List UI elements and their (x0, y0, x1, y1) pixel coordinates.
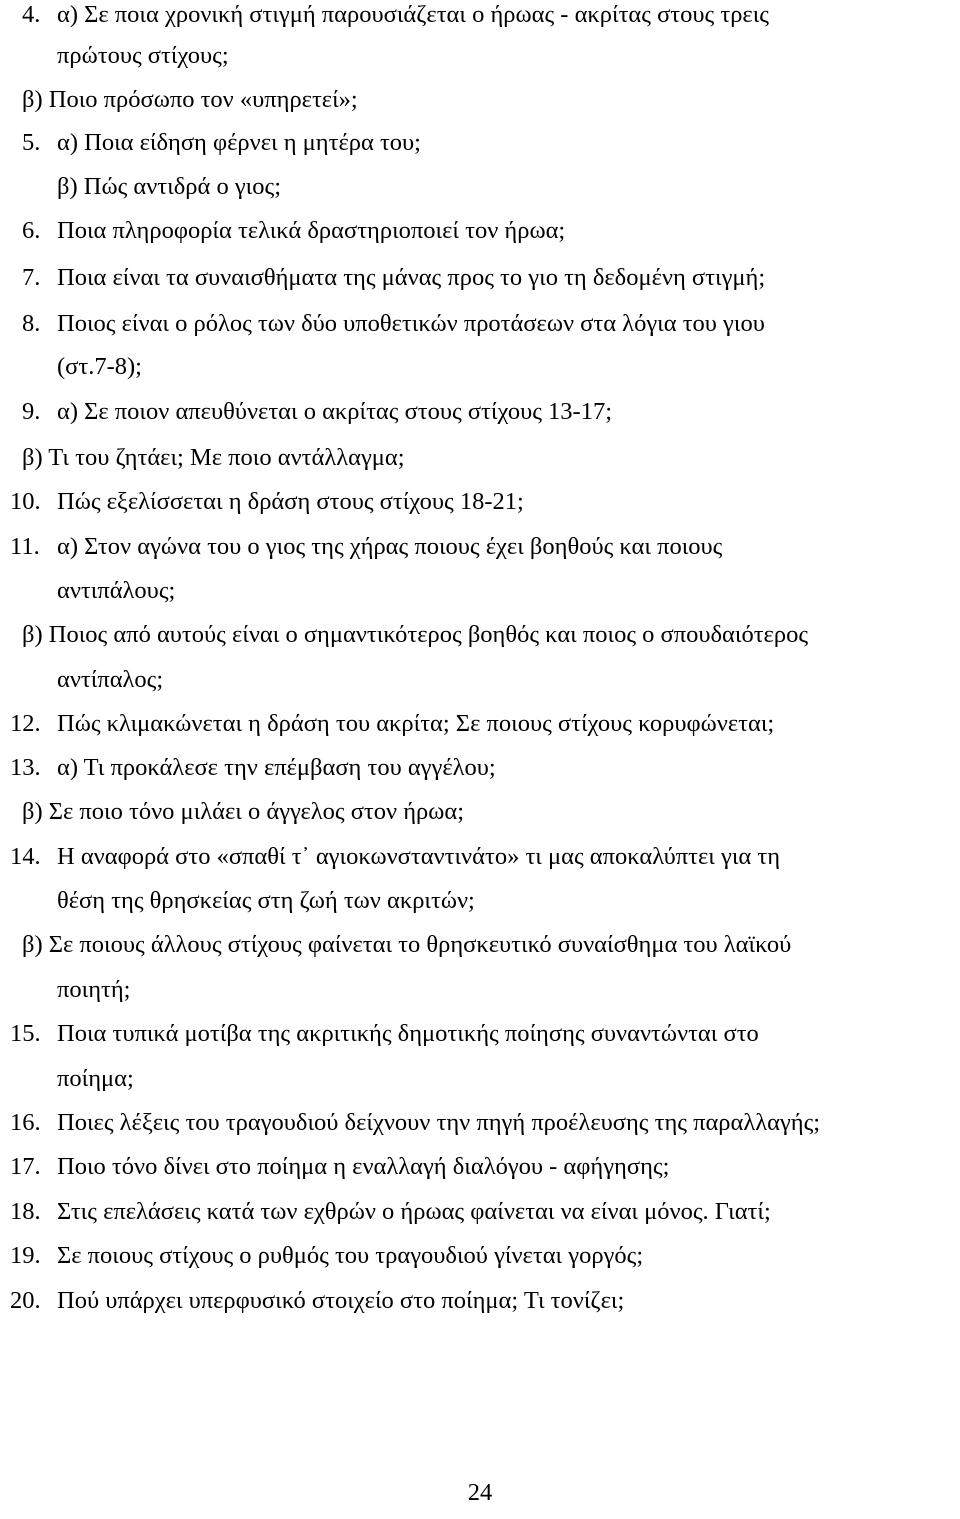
question-text: α) Ποια είδηση φέρνει η μητέρα του; (57, 129, 421, 156)
question-number: 17. (10, 1153, 41, 1180)
question-text: Πώς εξελίσσεται η δράση στους στίχους 18-21; (57, 488, 524, 515)
question-number: 19. (10, 1242, 41, 1269)
question-number: 6. (22, 217, 41, 244)
question-number: 14. (10, 843, 41, 870)
question-number: 16. (10, 1109, 41, 1136)
question-text: β) Σε ποιο τόνο μιλάει ο άγγελος στον ήρωα; (22, 798, 465, 825)
question-text: ποίημα; (57, 1065, 134, 1092)
question-text: ποιητή; (57, 976, 131, 1003)
question-number: 18. (10, 1198, 41, 1225)
question-text: β) Ποιος από αυτούς είναι ο σημαντικότερος βοηθός και ποιος ο σπουδαιότερος (22, 621, 809, 648)
question-text: θέση της θρησκείας στη ζωή των ακριτών; (57, 887, 475, 914)
question-number: 8. (22, 310, 41, 337)
question-number: 9. (22, 398, 41, 425)
question-text: Πού υπάρχει υπερφυσικό στοιχείο στο ποίημα; Τι τονίζει; (57, 1287, 625, 1314)
question-number: 15. (10, 1020, 41, 1047)
question-text: Ποιος είναι ο ρόλος των δύο υποθετικών προτάσεων στα λόγια του γιου (57, 310, 765, 337)
question-number: 7. (22, 264, 41, 291)
question-number: 4. (22, 1, 41, 28)
question-text: Στις επελάσεις κατά των εχθρών ο ήρωας φαίνεται να είναι μόνος. Γιατί; (57, 1198, 771, 1225)
question-text: Ποια είναι τα συναισθήματα της μάνας προς το γιο τη δεδομένη στιγμή; (57, 264, 766, 291)
question-text: Πώς κλιμακώνεται η δράση του ακρίτα; Σε ποιους στίχους κορυφώνεται; (57, 710, 775, 737)
question-text: Σε ποιους στίχους ο ρυθμός του τραγουδιού γίνεται γοργός; (57, 1242, 644, 1269)
question-text: α) Στον αγώνα του ο γιος της χήρας ποιους έχει βοηθούς και ποιους (57, 533, 723, 560)
question-number: 5. (22, 129, 41, 156)
question-number: 11. (10, 533, 40, 560)
question-text: Ποια πληροφορία τελικά δραστηριοποιεί τον ήρωα; (57, 217, 566, 244)
question-number: 10. (10, 488, 41, 515)
question-text: Ποιες λέξεις του τραγουδιού δείχνουν την πηγή προέλευσης της παραλλαγής; (57, 1109, 821, 1136)
question-text: α) Τι προκάλεσε την επέμβαση του αγγέλου; (57, 754, 496, 781)
question-text: αντίπαλος; (57, 666, 164, 693)
question-text: Ποια τυπικά μοτίβα της ακριτικής δημοτικής ποίησης συναντώνται στο (57, 1020, 759, 1047)
question-text: β) Σε ποιους άλλους στίχους φαίνεται το θρησκευτικό συναίσθημα του λαϊκού (22, 931, 792, 958)
question-number: 13. (10, 754, 41, 781)
question-text: Η αναφορά στο «σπαθί τ᾽ αγιοκωνσταντινάτο» τι μας αποκαλύπτει για τη (57, 843, 781, 870)
question-number: 20. (10, 1287, 41, 1314)
question-text: (στ.7-8); (57, 353, 142, 380)
question-text: πρώτους στίχους; (57, 42, 229, 69)
question-number: 12. (10, 710, 41, 737)
question-text: β) Τι του ζητάει; Με ποιο αντάλλαγμα; (22, 444, 405, 471)
question-text: β) Πώς αντιδρά ο γιος; (57, 173, 282, 200)
question-text: α) Σε ποια χρονική στιγμή παρουσιάζεται ο ήρωας - ακρίτας στους τρεις (57, 1, 769, 28)
question-text: αντιπάλους; (57, 577, 176, 604)
page-number: 24 (467, 1479, 493, 1506)
question-text: α) Σε ποιον απευθύνεται ο ακρίτας στους στίχους 13-17; (57, 398, 613, 425)
question-text: Ποιο τόνο δίνει στο ποίημα η εναλλαγή διαλόγου - αφήγησης; (57, 1153, 670, 1180)
question-text: β) Ποιο πρόσωπο τον «υπηρετεί»; (22, 86, 358, 113)
